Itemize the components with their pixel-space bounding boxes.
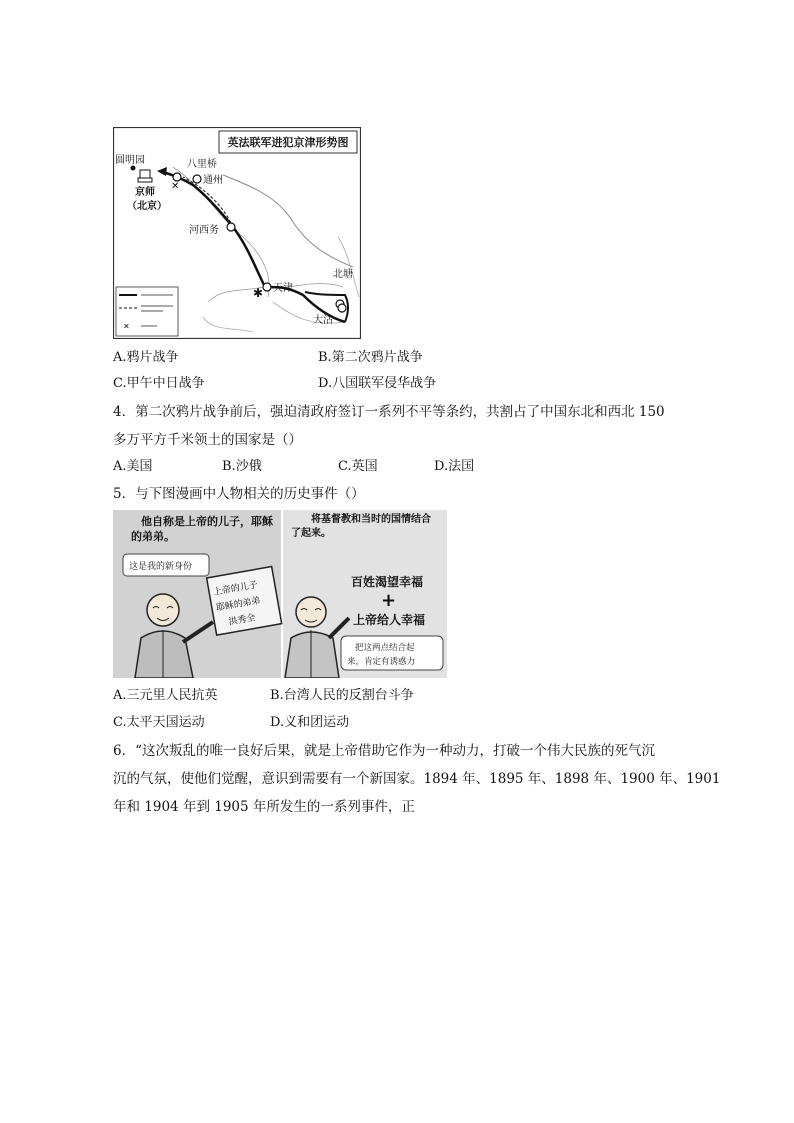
map-label-tongzhou: 通州 <box>203 175 223 186</box>
svg-text:✕: ✕ <box>171 181 180 192</box>
q6-stem-line1: 6．“这次叛乱的唯一良好后果，就是上帝借助它作为一种动力，打破一个伟大民族的死气沉 <box>113 743 655 759</box>
cartoon-left-sign-2: 耶稣的弟弟 <box>215 596 262 614</box>
cartoon-right-caption-1: 将基督教和当时的国情结合 <box>311 514 431 525</box>
q5-option-a[interactable]: A.三元里人民抗英 <box>113 688 218 703</box>
map-label-hexiwu: 河西务 <box>189 225 219 236</box>
q5-option-c[interactable]: C.太平天国运动 <box>113 715 205 730</box>
map-svg <box>113 127 361 339</box>
q4-option-d[interactable]: D.法国 <box>434 459 475 474</box>
cartoon-right-caption-2: 了起来。 <box>291 528 331 539</box>
q5-stem: 5．与下图漫画中人物相关的历史事件（） <box>113 486 365 502</box>
map-figure <box>113 127 361 339</box>
cartoon-right-board-plus: + <box>381 590 397 611</box>
cartoon-left-caption-2: 的弟弟。 <box>131 530 175 543</box>
q3-option-b[interactable]: B.第二次鸦片战争 <box>318 350 423 365</box>
cartoon-left-sign-3: 洪秀全 <box>227 613 257 628</box>
cartoon-right-board-2: 上帝给人幸福 <box>353 613 426 627</box>
q5-option-d[interactable]: D.义和团运动 <box>270 715 350 730</box>
cartoon-right-board-1: 百姓渴望幸福 <box>351 575 424 589</box>
q4-option-c[interactable]: C.英国 <box>338 459 378 474</box>
map-label-beitang: 北塘 <box>333 269 353 280</box>
q6-stem-line2: 沉的气氛，使他们觉醒，意识到需要有一个新国家。1894 年、1895 年、1898 年、1900 年、1901 <box>113 771 721 787</box>
q4-stem-line1: 4．第二次鸦片战争前后，强迫清政府签订一系列不平等条约，共割占了中国东北和西北 150 <box>113 404 665 420</box>
q6-stem-line3: 年和 1904 年到 1905 年所发生的一系列事件，正 <box>113 799 415 815</box>
cartoon-right-bubble-1: 把这两点结合起 <box>355 643 415 653</box>
q3-option-a[interactable]: A.鸦片战争 <box>113 350 179 365</box>
cartoon-right-bubble-2: 来，肯定有诱惑力 <box>347 657 416 667</box>
cartoon-left-caption-1: 他自称是上帝的儿子，耶稣 <box>141 515 273 528</box>
q4-option-a[interactable]: A.美国 <box>113 459 153 474</box>
q5-option-b[interactable]: B.台湾人民的反割台斗争 <box>270 688 414 703</box>
map-label-jingshi: 京师 <box>135 187 155 198</box>
map-label-yuanmingyuan: 圆明园 <box>115 155 145 166</box>
cartoon-left-sign-1: 上帝的儿子 <box>212 580 259 598</box>
map-label-baliqiao: 八里桥 <box>187 159 217 170</box>
cartoon-figure <box>113 510 447 678</box>
map-label-dagu: 大沽 <box>313 315 333 326</box>
q4-stem-line2: 多万平方千米领土的国家是（） <box>113 432 302 448</box>
svg-text:✱: ✱ <box>253 286 264 300</box>
q4-option-b[interactable]: B.沙俄 <box>222 459 262 474</box>
map-title: 英法联军进犯京津形势图 <box>227 136 349 149</box>
svg-text:✕: ✕ <box>123 322 130 331</box>
q3-option-c[interactable]: C.甲午中日战争 <box>113 376 205 391</box>
cartoon-svg <box>113 510 447 678</box>
q3-option-d[interactable]: D.八国联军侵华战争 <box>318 376 437 391</box>
cartoon-left-bubble: 这是我的新身份 <box>129 562 193 572</box>
map-label-beijing: （北京） <box>127 201 167 212</box>
map-label-tianjin: 天津 <box>273 283 293 294</box>
